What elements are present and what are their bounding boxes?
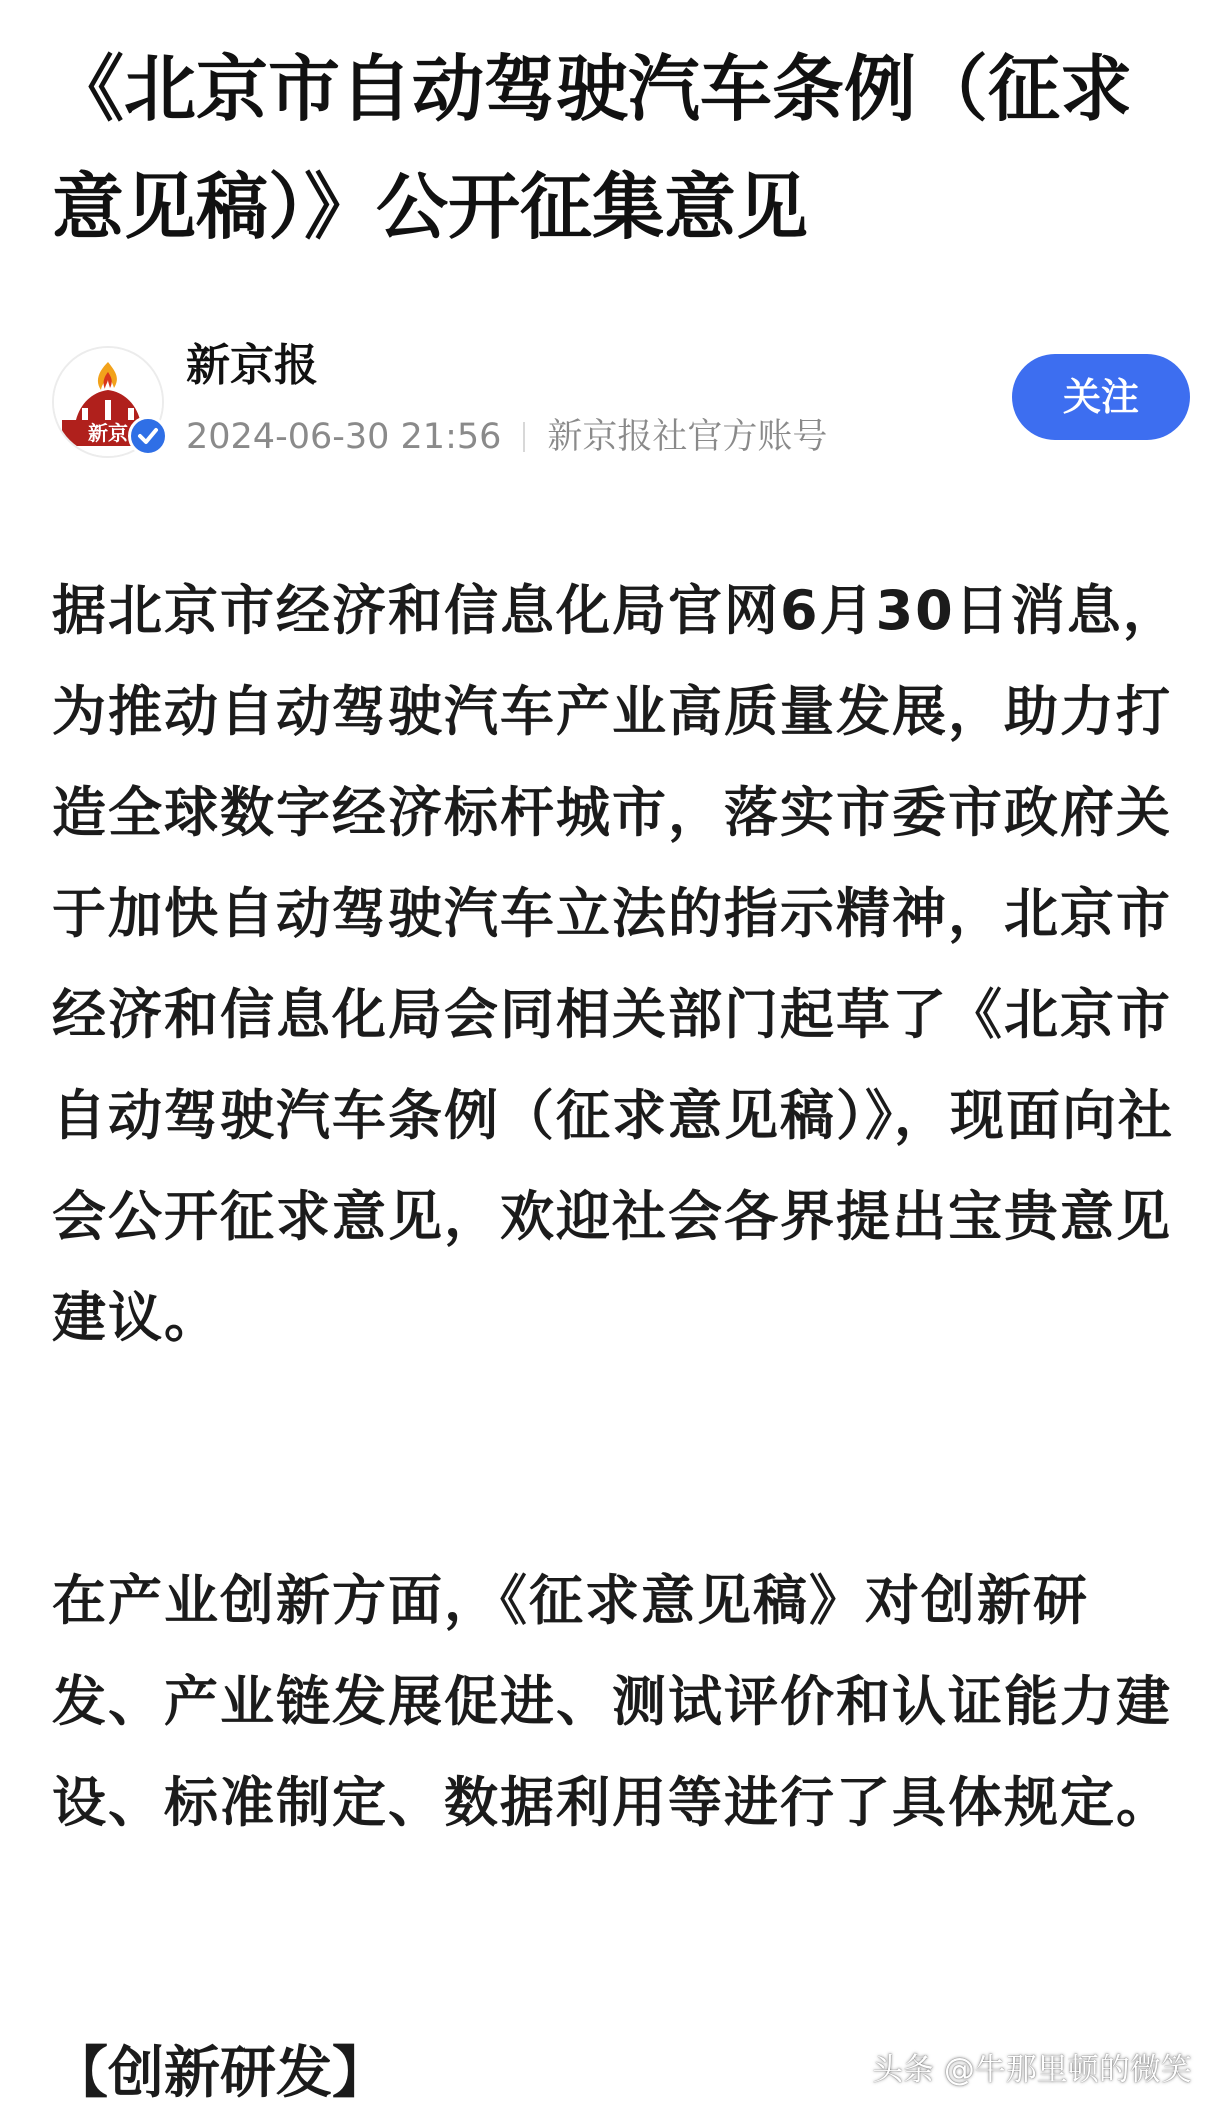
author-row [52, 336, 1192, 460]
avatar-logo-text: 新京 [88, 421, 128, 445]
account-label: 新京报社官方账号 [547, 417, 828, 457]
post-meta [186, 414, 827, 460]
verified-check-icon [131, 419, 165, 453]
verified-badge [128, 416, 168, 456]
watermark: 头条 @牛那里顿的微笑 [872, 2052, 1192, 2088]
article-paragraph-1: 据北京市经济和信息化局官网6月30日消息，为推动自动驾驶汽车产业高质量发展，助力打造全球数字经济标杆城市，落实市委市政府关于加快自动驾驶汽车立法的指示精神，北京市经济和信息化局会同相关部门起草了《北京市自动驾驶汽车条例（征求意见稿）》，现面向社会公开征求意见，欢迎社会各界提出宝贵意见建议。 [52, 579, 1179, 1349]
section-heading: 【创新研发】 [52, 2041, 388, 2106]
author-name[interactable]: 新京报 [186, 340, 318, 391]
meta-divider [523, 422, 525, 452]
article-title: 《北京市自动驾驶汽车条例（征求意见稿）》公开征集意见 [52, 47, 1133, 249]
article-paragraph-2: 在产业创新方面，《征求意见稿》对创新研发、产业链发展促进、测试评价和认证能力建设、标准制定、数据利用等进行了具体规定。 [52, 1569, 1172, 1834]
publish-date: 2024-06-30 21:56 [186, 417, 502, 457]
follow-button[interactable]: 关注 [1012, 354, 1190, 440]
